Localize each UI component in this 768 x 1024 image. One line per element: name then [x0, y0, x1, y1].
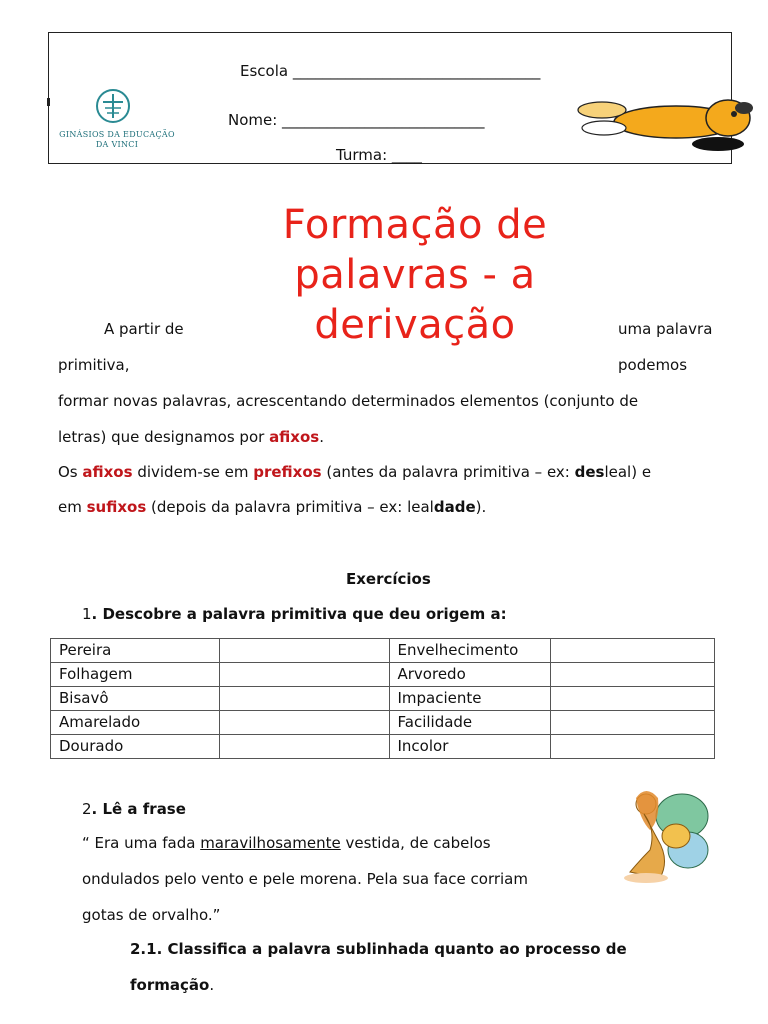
- question-2-1-cont: [130, 976, 214, 994]
- answer-cell[interactable]: [220, 711, 389, 735]
- class-field: Turma: ____: [336, 146, 422, 164]
- school-field: Escola _________________________________: [240, 62, 541, 80]
- suffix-example: dade: [433, 498, 476, 516]
- answer-cell[interactable]: [220, 639, 389, 663]
- answer-cell[interactable]: [550, 687, 714, 711]
- term-afixos: afixos: [269, 428, 320, 446]
- intro-line-5: [58, 463, 651, 481]
- answer-cell[interactable]: [220, 735, 389, 759]
- question-2: [82, 800, 186, 818]
- question-2-text: . Lê a frase: [91, 800, 186, 818]
- header-mark: [47, 98, 50, 106]
- prefix-example: des: [574, 463, 605, 481]
- quote-line-1-b: vestida, de cabelos: [340, 834, 491, 852]
- question-1-text: . Descobre a palavra primitiva que deu origem a:: [91, 605, 507, 623]
- table-row: [51, 663, 715, 687]
- question-2-1-number: 2.1: [130, 940, 157, 958]
- question-2-number: 2: [82, 800, 92, 818]
- quote-line-2: ondulados pelo vento e pele morena. Pela sua face corriam: [82, 870, 528, 888]
- title-line-2: palavras - a: [294, 252, 536, 298]
- intro-line-6-a: em: [58, 498, 87, 516]
- table-cell: Incolor: [389, 735, 550, 759]
- table-row: [51, 711, 715, 735]
- intro-line-5-b: dividem-se em: [132, 463, 254, 481]
- term-prefixos: prefixos: [253, 463, 322, 481]
- intro-line-1-start: A partir de: [104, 320, 184, 338]
- answer-cell[interactable]: [550, 663, 714, 687]
- table-cell: Folhagem: [51, 663, 220, 687]
- title-line-3: derivação: [314, 302, 516, 348]
- answer-cell[interactable]: [220, 687, 389, 711]
- question-2-1-text-2: formação: [130, 976, 210, 994]
- cartoon-dog-illustration: [568, 88, 768, 160]
- fairy-illustration: [610, 780, 720, 890]
- quote-line-1: [82, 834, 491, 852]
- school-logo: [58, 86, 176, 148]
- intro-line-5-c: (antes da palavra primitiva – ex:: [321, 463, 575, 481]
- question-1-number: 1: [82, 605, 92, 623]
- intro-line-5-a: Os: [58, 463, 83, 481]
- table-row: [51, 639, 715, 663]
- word-table: [50, 638, 715, 759]
- intro-line-4-tail: .: [319, 428, 324, 446]
- quote-line-3: gotas de orvalho.”: [82, 906, 221, 924]
- table-cell: Impaciente: [389, 687, 550, 711]
- term-sufixos: sufixos: [86, 498, 147, 516]
- answer-cell[interactable]: [550, 735, 714, 759]
- table-row: [51, 687, 715, 711]
- question-2-1-dot: .: [209, 976, 215, 994]
- intro-line-6-b: (depois da palavra primitiva – ex: leal: [146, 498, 434, 516]
- exercises-heading: Exercícios: [346, 570, 431, 588]
- intro-line-1-end: uma palavra: [618, 320, 713, 338]
- answer-cell[interactable]: [220, 663, 389, 687]
- title-line-1: Formação de: [282, 202, 548, 248]
- quote-line-1-a: “ Era uma fada: [82, 834, 201, 852]
- underlined-word: maravilhosamente: [200, 834, 341, 852]
- intro-line-4-text: letras) que designamos por: [58, 428, 270, 446]
- intro-line-2-end: podemos: [618, 356, 688, 374]
- page-title: [230, 200, 600, 350]
- answer-cell[interactable]: [550, 711, 714, 735]
- table-cell: Dourado: [51, 735, 220, 759]
- table-cell: Amarelado: [51, 711, 220, 735]
- name-field: Nome: ___________________________: [228, 111, 485, 129]
- answer-cell[interactable]: [550, 639, 714, 663]
- intro-line-6-c: ).: [475, 498, 487, 516]
- intro-line-4: [58, 428, 324, 446]
- term-afixos-2: afixos: [82, 463, 133, 481]
- intro-line-5-d: leal) e: [604, 463, 652, 481]
- table-cell: Envelhecimento: [389, 639, 550, 663]
- table-row: [51, 735, 715, 759]
- intro-line-6: [58, 498, 486, 516]
- logo-text-2: DA VINCI: [95, 140, 139, 149]
- logo-emblem-icon: [58, 86, 176, 126]
- table-cell: Bisavô: [51, 687, 220, 711]
- intro-line-2-start: primitiva,: [58, 356, 130, 374]
- question-2-1: [130, 940, 627, 958]
- question-2-1-text: . Classifica a palavra sublinhada quanto ao processo de: [156, 940, 627, 958]
- table-cell: Arvoredo: [389, 663, 550, 687]
- table-cell: Pereira: [51, 639, 220, 663]
- logo-text-1: GINÁSIOS DA EDUCAÇÃO: [59, 130, 175, 139]
- question-1: [82, 605, 507, 623]
- intro-line-3: formar novas palavras, acrescentando determinados elementos (conjunto de: [58, 392, 639, 410]
- table-cell: Facilidade: [389, 711, 550, 735]
